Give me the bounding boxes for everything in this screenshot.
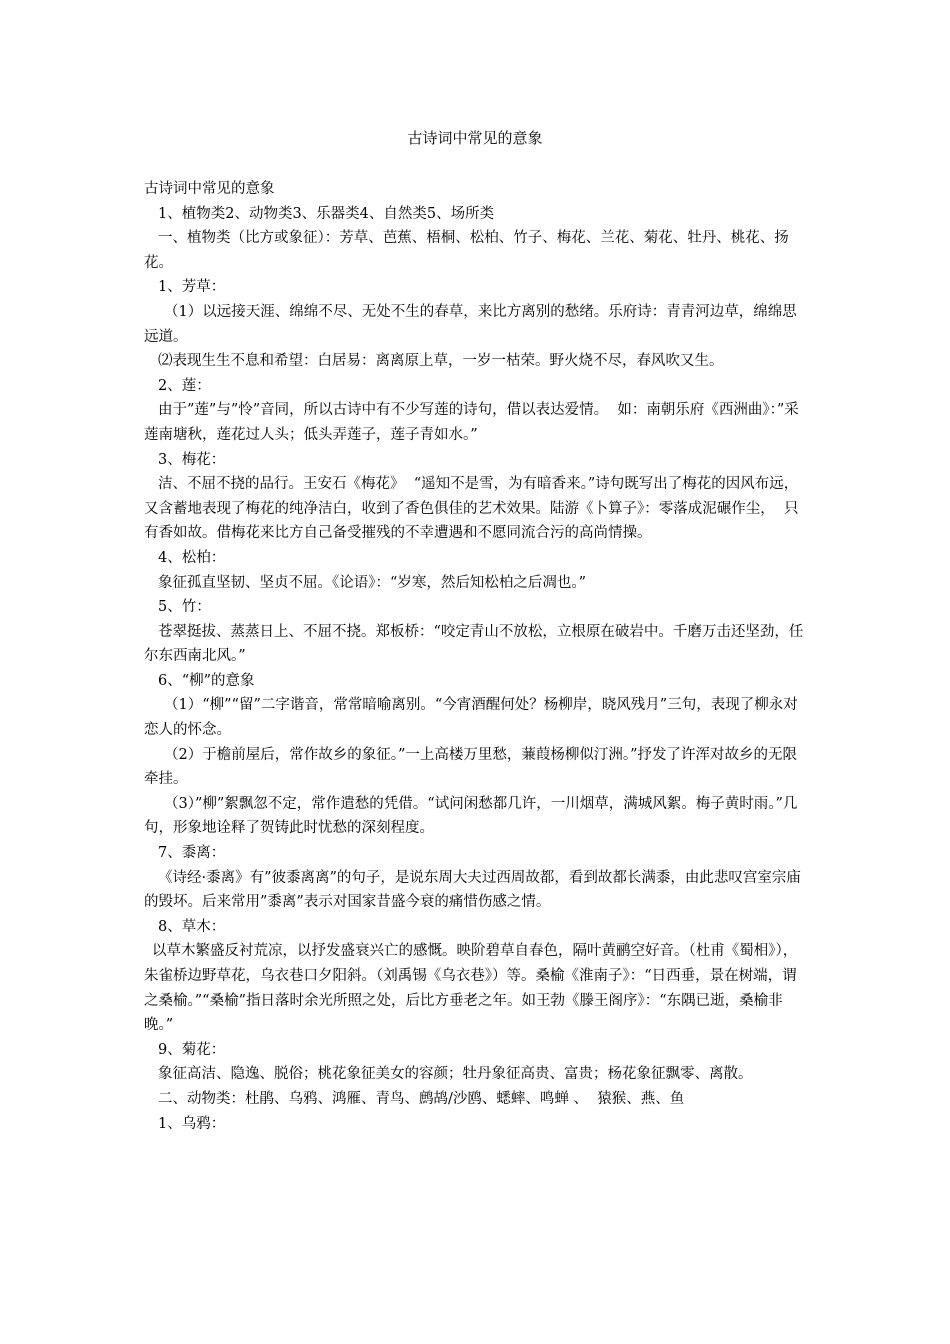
paragraph: 由于”莲”与”怜”音同，所以古诗中有不少写莲的诗句，借以表达爱情。 如：南朝乐府《西洲曲》：”采莲南塘秋，莲花过人头；低头弄莲子，莲子青如水。” — [144, 402, 799, 443]
paragraph: 一、植物类（比方或象征）：芳草、芭蕉、梧桐、松柏、竹子、梅花、兰花、菊花、牡丹、桃花、扬花。 — [144, 230, 789, 271]
paragraph: 古诗词中常见的意象 — [144, 181, 275, 197]
paragraph: 二、动物类：杜鹃、乌鸦、鸿雁、青鸟、鹧鸪/沙鸥、蟋蟀、鸣蝉 、 猿猴、燕、鱼 — [158, 1090, 685, 1107]
paragraph: 5、竹： — [158, 599, 211, 616]
paragraph: 9、菊花： — [158, 1041, 226, 1058]
paragraph: （1）“柳”“留”二字谐音，常常暗喻离别。“今宵酒醒何处？杨柳岸，晓风残月”三句，表现了柳永对恋人的怀念。 — [144, 697, 798, 739]
paragraph: 苍翠挺拔、蒸蒸日上、不屈不挠。郑板桥：“咬定青山不放松，立根原在破岩中。千磨万击还坚劲，任尔东西南北风。” — [144, 623, 804, 665]
paragraph: 1、植物类2、动物类3、乐器类4、自然类5、场所类 — [158, 205, 495, 222]
document-body — [144, 177, 808, 1136]
paragraph: 2、莲： — [158, 377, 211, 394]
paragraph: 7、黍离： — [158, 845, 226, 862]
paragraph: （3）”柳”絮飘忽不定，常作遣愁的凭借。“试问闲愁都几许，一川烟草，满城风絮。梅子黄时雨。”几句，形象地诠释了贺铸此时忧愁的深刻程度。 — [144, 795, 798, 837]
paragraph: 4、松柏： — [158, 549, 226, 566]
document-title: 古诗词中常见的意象 — [407, 129, 543, 147]
paragraph: 《诗经·黍离》有”彼黍离离”的句子，是说东周大夫过西周故都，看到故都长满黍，由此悲叹宫室宗庙的毁坏。后来常用”黍离”表示对国家昔盛今衰的痛惜伤感之情。 — [144, 869, 801, 911]
paragraph: 3、梅花： — [158, 451, 226, 468]
paragraph: 8、草木： — [158, 918, 226, 935]
paragraph: （2）于檐前屋后，常作故乡的象征。”一上高楼万里愁，蒹葭杨柳似汀洲。”抒发了许浑对故乡的无限牵挂。 — [144, 746, 798, 788]
paragraph: （1）以远接天涯、绵绵不尽、无处不生的春草，来比方离别的愁绪。乐府诗：青青河边草，绵绵思远道。 — [144, 303, 797, 345]
paragraph: 洁、不屈不挠的品行。王安石《梅花》 “遥知不是雪，为有暗香来。”诗句既写出了梅花的因风布远，又含蓄地表现了梅花的纯净洁白，收到了香色俱佳的艺术效果。陆游《卜算子》：零落成泥碾作尘， 只有香如故。借梅花来比方自己备受摧残的不幸遭遇和不愿同流合污的高尚情操。 — [144, 476, 799, 542]
paragraph: 象征高洁、隐逸、脱俗；桃花象征美女的容颜；牡丹象征高贵、富贵；杨花象征飘零、离散。 — [158, 1066, 753, 1083]
paragraph: 1、乌鸦： — [158, 1115, 226, 1132]
paragraph: 1、芳草： — [158, 279, 226, 296]
paragraph: ⑵表现生生不息和希望：白居易：离离原上草，一岁一枯荣。野火烧不尽，春风吹又生。 — [158, 353, 724, 370]
paragraph: 6、“柳”的意象 — [158, 672, 255, 689]
paragraph: 以草木繁盛反衬荒凉，以抒发盛衰兴亡的感慨。映阶碧草自春色，隔叶黄鹂空好音。（杜甫《蜀相》），朱雀桥边野草花，乌衣巷口夕阳斜。（刘禹锡《乌衣巷》）等。桑榆《淮南子》：“日西垂，景在树端，谓之桑榆。”“桑榆”指日落时余光所照之处，后比方垂老之年。如王勃《滕王阁序》：“东隅已逝，桑榆非晚。” — [144, 943, 798, 1034]
paragraph: 象征孤直坚韧、坚贞不屈。《论语》：“岁寒，然后知松柏之后凋也。” — [158, 574, 587, 591]
